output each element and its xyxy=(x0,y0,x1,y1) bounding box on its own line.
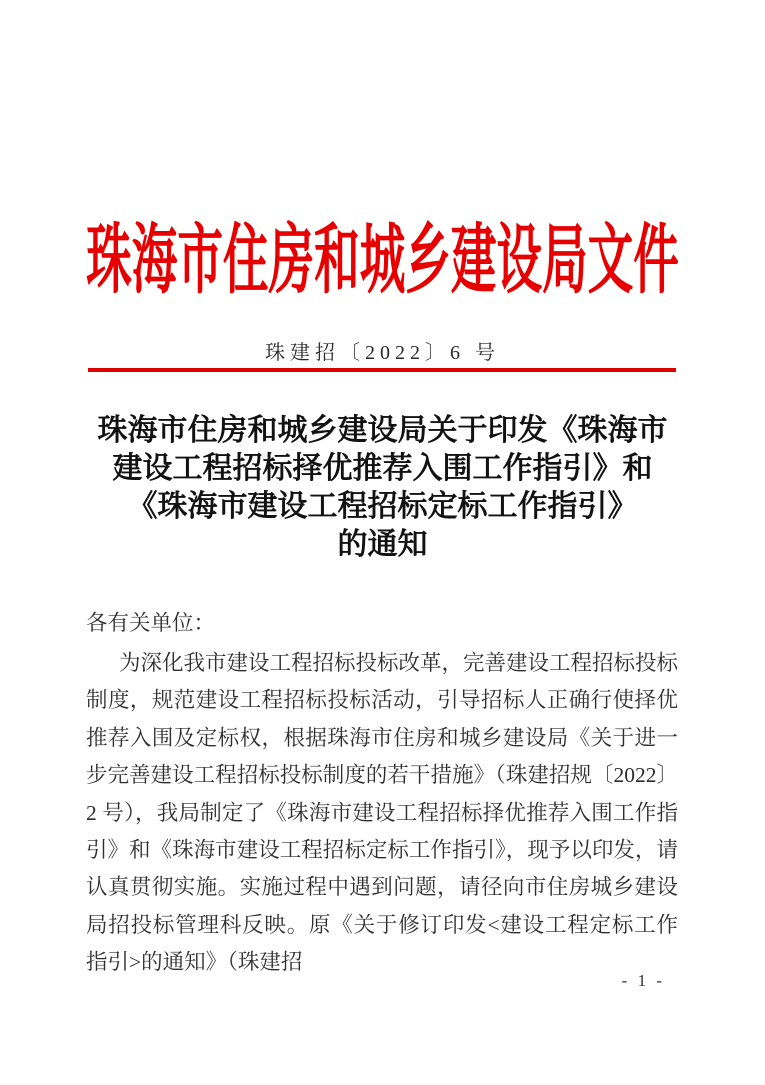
document-title-line-2: 建设工程招标择优推荐入围工作指引》和 xyxy=(112,452,653,485)
doc-number: 珠建招〔2022〕6 号 xyxy=(265,342,500,364)
agency-title: 珠海市住房和城乡建设局文件 xyxy=(86,219,679,304)
body-paragraph: 为深化我市建设工程招标投标改革，完善建设工程招标投标制度，规范建设工程招标投标活动，引导招标人正确行使择优推荐入围及定标权，根据珠海市住房和城乡建设局《关于进一步完善建设工程招标投标制度的若干措施》（珠建招规〔2022〕2 号），我局制定了《珠海市建设工程招标择优推荐入围工作指引》和《珠海市建设工程招标定标工作指引》，现予以印发，请认真贯彻实施。实施过程中遇到问题，请径向市住房城乡建设局招投标管理科反映。原《关于修订印发<建设工程定标工作指引>的通知》（珠建招 xyxy=(86,651,679,975)
document-title-line-1: 珠海市住房和城乡建设局关于印发《珠海市 xyxy=(97,414,668,447)
page-number: - 1 - xyxy=(621,971,665,990)
agency-header xyxy=(0,206,765,302)
document-title-line-3: 《珠海市建设工程招标定标工作指引》 xyxy=(127,490,638,523)
salutation: 各有关单位： xyxy=(86,611,216,635)
document-title-line-4: 的通知 xyxy=(337,528,428,561)
red-divider-line xyxy=(88,368,676,372)
document-title xyxy=(40,412,725,564)
